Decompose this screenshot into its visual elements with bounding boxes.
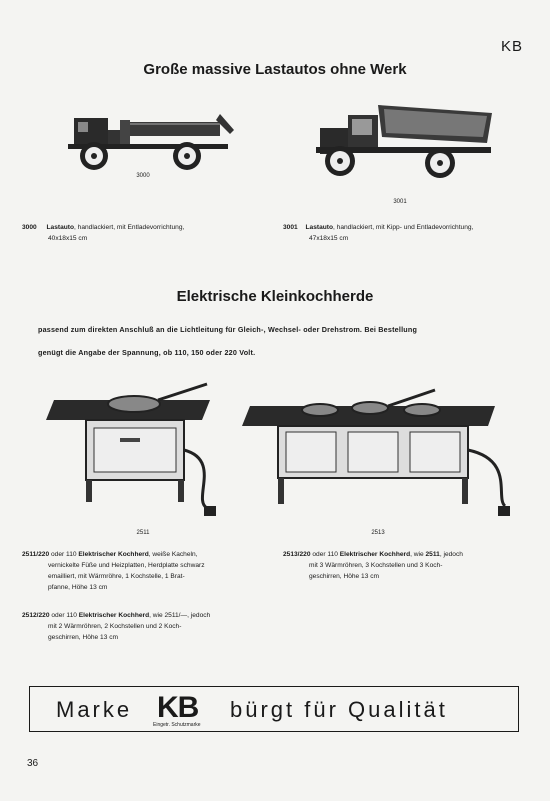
section-title-trucks: Große massive Lastautos ohne Werk [143, 61, 407, 78]
desc-2511-l5: pfanne, Höhe 13 cm [48, 584, 108, 591]
desc-2513-name: Elektrischer Kochherd [339, 551, 411, 558]
desc-2511-l3: vernickelte Füße und Heizplatten, Herdplatte schwarz [48, 562, 205, 569]
desc-2512 [22, 610, 264, 643]
desc-2511-l2: , weiße Kacheln, [148, 551, 198, 558]
desc-2513-l2: , wie [410, 551, 426, 558]
desc-2513-ref: 2511 [425, 551, 440, 558]
section-title-stoves: Elektrische Kleinkochherde [176, 288, 374, 305]
desc-3001-name: Lastauto [305, 224, 333, 231]
desc-3000-size: 40x18x15 cm [48, 235, 88, 242]
caption-2513: 2513 [371, 530, 385, 536]
caption-3000: 3000 [136, 173, 150, 179]
desc-2513-number: 2513/220 [283, 551, 311, 558]
caption-3001: 3001 [393, 199, 407, 205]
desc-3000 [22, 222, 252, 244]
desc-2512-number: 2512/220 [22, 612, 50, 619]
desc-3001-text: , handlackiert, mit Kipp- und Entladevorrichtung, [333, 224, 474, 231]
desc-3000-name: Lastauto [46, 224, 74, 231]
page-number: 36 [27, 758, 39, 769]
desc-2512-l2: , wie 2511/—, jedoch [149, 612, 211, 619]
desc-2511-l0: oder 110 [50, 551, 77, 558]
truck-3001-illustration [312, 103, 502, 185]
desc-3001 [283, 222, 528, 244]
desc-2511-name: Elektrischer Kochherd [78, 551, 149, 558]
kb-logo: KB [157, 691, 199, 724]
stove-2513-illustration [240, 388, 525, 533]
desc-2513 [283, 549, 528, 582]
desc-2513-l6: geschirren, Höhe 13 cm [309, 573, 380, 580]
quality-banner [29, 686, 519, 732]
truck-3000-illustration [62, 108, 247, 183]
trademark-note: Eingetr. Schutzmarke [153, 722, 201, 728]
desc-3000-number: 3000 [22, 224, 37, 231]
desc-2513-l5: mit 3 Wärmröhren, 3 Kochstellen und 3 Koch- [309, 562, 443, 569]
desc-2512-l0: oder 110 [51, 612, 77, 619]
stoves-subtitle-line1: passend zum direkten Anschluß an die Lichtleitung für Gleich-, Wechsel- oder Drehstrom. Bei Bestellung [38, 325, 418, 334]
desc-2511-number: 2511/220 [22, 551, 50, 558]
desc-2512-l3: mit 2 Wärmröhren, 2 Kochstellen und 2 Koch- [48, 623, 182, 630]
desc-3000-text: , handlackiert, mit Entladevorrichtung, [74, 224, 185, 231]
desc-2512-name: Elektrischer Kochherd [78, 612, 150, 619]
banner-right-text: bürgt für Qualität [230, 697, 448, 722]
banner-left-text: Marke [56, 697, 133, 722]
desc-3001-size: 47x18x15 cm [309, 235, 349, 242]
stoves-subtitle-line2: genügt die Angabe der Spannung, ob 110, 150 oder 220 Volt. [38, 348, 256, 357]
desc-2511-l4: emailliert, mit Wärmröhre, 1 Kochstelle, 1 Brat- [48, 573, 185, 580]
desc-2511 [22, 549, 264, 593]
stove-2511-illustration [42, 380, 227, 530]
desc-2513-l4: , jedoch [439, 551, 463, 558]
desc-2513-l0: oder 110 [312, 551, 338, 558]
corner-label: KB [501, 38, 524, 55]
caption-2511: 2511 [136, 530, 150, 536]
desc-3001-number: 3001 [283, 224, 298, 231]
desc-2512-l4: geschirren, Höhe 13 cm [48, 634, 119, 641]
